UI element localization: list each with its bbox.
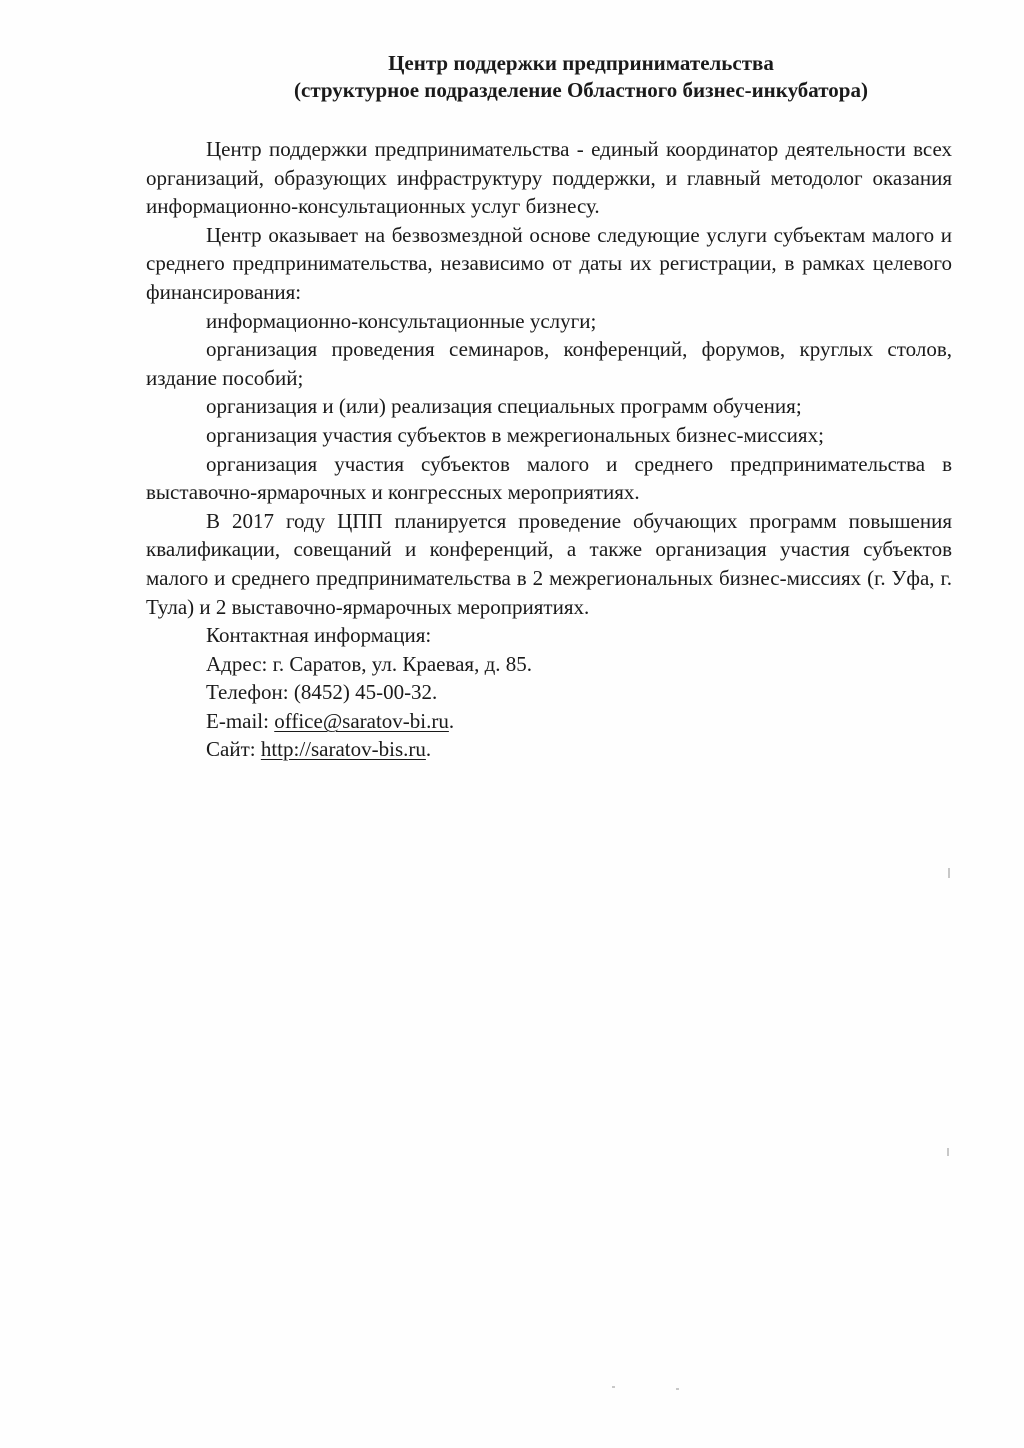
paragraph-plans-2017: В 2017 году ЦПП планируется проведение обучающих программ повышения квалификации, совещаний и конференций, а также организация участия субъектов малого и среднего предпринимательства в 2 межрегиональных бизнес-миссиях (г. Уфа, г. Тула) и 2 выставочно-ярмарочных мероприятиях. [146, 508, 952, 619]
scan-speck [612, 1386, 615, 1388]
scan-speck [676, 1388, 679, 1390]
service-item: организация и (или) реализация специальных программ обучения; [206, 394, 802, 419]
paragraph-intro: Центр поддержки предпринимательства - единый координатор деятельности всех организаций, образующих инфраструктуру поддержки, и главный методолог оказания информационно-консультационных услуг бизнесу. [146, 137, 952, 219]
site-link[interactable]: http://saratov-bis.ru [260, 737, 426, 762]
service-item: организация проведения семинаров, конференций, форумов, круглых столов, издание пособий; [146, 337, 952, 390]
document-title: Центр поддержки предпринимательства [388, 51, 774, 75]
document-subtitle: (структурное подразделение Областного бизнес-инкубатора) [294, 78, 868, 102]
paragraph-services-intro: Центр оказывает на безвозмездной основе следующие услуги субъектам малого и среднего предпринимательства, независимо от даты их регистрации, в рамках целевого финансирования: [146, 222, 952, 304]
service-item: организация участия субъектов в межрегиональных бизнес-миссиях; [206, 422, 824, 447]
contact-site [146, 735, 952, 764]
contact-phone: Телефон: (8452) 45-00-32. [206, 680, 438, 705]
contact-block [146, 621, 952, 764]
scan-speck [947, 1148, 949, 1156]
site-suffix: . [425, 737, 432, 762]
contact-heading: Контактная информация: [206, 623, 432, 648]
site-label: Сайт: [206, 737, 261, 762]
email-suffix: . [448, 708, 455, 733]
contact-address: Адрес: г. Саратов, ул. Краевая, д. 85. [206, 651, 533, 676]
service-item: организация участия субъектов малого и среднего предпринимательства в выставочно-ярмарочных и конгрессных мероприятиях. [146, 451, 952, 505]
document-body [146, 135, 952, 764]
document-header [0, 50, 1024, 104]
scan-speck [948, 868, 950, 878]
email-label: E-mail: [206, 708, 275, 733]
email-link[interactable]: office@saratov-bi.ru [274, 708, 449, 733]
service-item: информационно-консультационные услуги; [206, 308, 597, 333]
contact-email [146, 707, 952, 736]
